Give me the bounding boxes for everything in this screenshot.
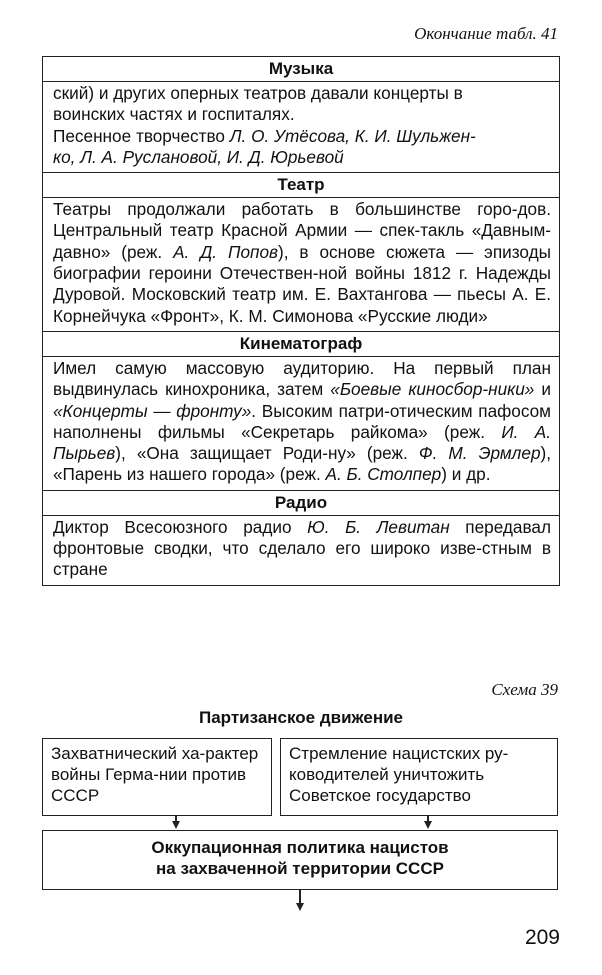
music-line-2: воинских частях и госпиталях. (53, 104, 295, 125)
scheme-bottom-line-1: Оккупационная политика нацистов (151, 838, 449, 857)
radio-header: Радио (43, 491, 559, 516)
music-singers-2: ко, Л. А. Руслановой, И. Д. Юрьевой (53, 146, 344, 167)
cinema-and: и (534, 379, 551, 400)
scheme-bottom-box (42, 830, 558, 890)
cinema-text-2: . Высоким патри-отическим пафосом наполнены фильмы «Секретарь райкома» (реж. (53, 400, 551, 442)
theatre-body (43, 198, 559, 332)
scheme-title: Партизанское движение (198, 708, 403, 727)
cinema-director-1: И. А. Пырьев (53, 421, 551, 464)
theatre-text-2: ), в основе сюжета — эпизоды биографии героини Отечествен-ной войны 1812 г. Надежды Дуровой. Московский театр им. Е. Вахтангова — пьесы А. Е. Корнейчука «Фронт», К. М. Симонова «Русские люди» (53, 241, 551, 326)
page-number: 209 (524, 926, 560, 949)
theatre-header: Театр (43, 173, 559, 198)
theatre-text-1: Театры продолжали работать в большинстве горо-дов. Центральный театр Красной Армии — спек-такль «Давным-давно» (реж. (53, 199, 551, 262)
cinema-director-3: А. Б. Столпер (325, 464, 442, 485)
theatre-director: А. Д. Попов (173, 241, 278, 262)
table-caption: Окончание табл. 41 (414, 24, 558, 43)
cinema-text-5: ) и др. (441, 464, 491, 485)
music-body (43, 82, 559, 173)
scheme-caption: Схема 39 (491, 680, 558, 699)
radio-announcer: Ю. Б. Левитан (307, 516, 450, 537)
music-header: Музыка (43, 57, 559, 82)
scheme-left-box: Захватнический ха-рактер войны Герма-нии против СССР (42, 738, 272, 816)
cinema-text-3: ), «Она защищает Роди-ну» (реж. (115, 443, 419, 464)
cinema-text-4: ), «Парень из нашего города» (реж. (53, 443, 551, 485)
cinema-body (43, 357, 559, 491)
music-line-3: Песенное творчество (53, 125, 230, 146)
cinema-header: Кинематограф (43, 332, 559, 357)
scheme-right-box: Стремление нацистских ру-ководителей уничтожить Советское государство (280, 738, 558, 816)
radio-text-2: передавал фронтовые сводки, что сделало его широко изве-стным в стране (53, 516, 551, 580)
radio-text-1: Диктор Всесоюзного радио (53, 516, 308, 537)
cinema-text-1: Имел самую массовую аудиторию. На первый план выдвинулась кинохроника, затем (53, 357, 551, 400)
radio-body (43, 516, 559, 585)
scheme-bottom-line-2: на захваченной территории СССР (156, 859, 444, 878)
cinema-film-2: «Концерты — фронту» (53, 400, 252, 421)
cinema-film-1: «Боевые киносбор-ники» (330, 379, 535, 400)
cinema-director-2: Ф. М. Эрмлер (418, 443, 541, 464)
music-line-1: ский) и других оперных театров давали концерты в (53, 83, 463, 103)
culture-table (42, 56, 560, 586)
music-singers-1: Л. О. Утёсова, К. И. Шульжен- (229, 125, 476, 146)
